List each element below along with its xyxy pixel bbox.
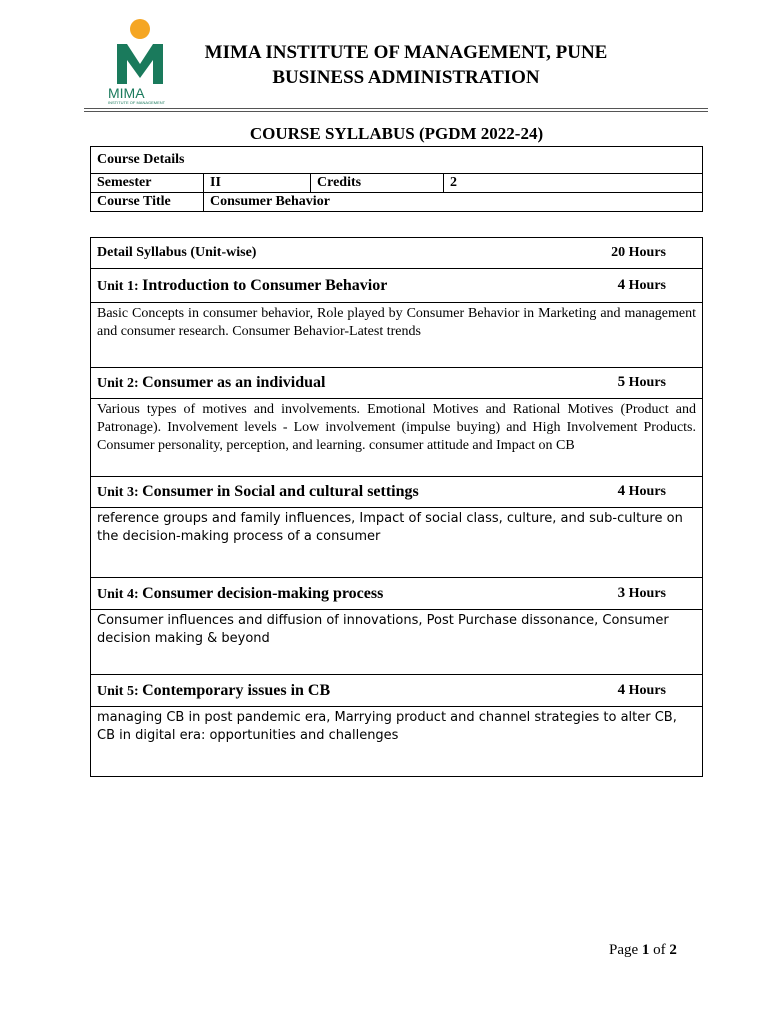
unit-hours — [618, 483, 666, 500]
page-number — [609, 942, 677, 959]
unit-description: Consumer influences and diffusion of innovations, Post Purchase dissonance, Consumer decision making & beyond — [91, 610, 703, 675]
semester-label: Semester — [91, 174, 204, 193]
unit-label: Unit 1: — [97, 278, 139, 294]
unit-hours-word: Hours — [628, 585, 666, 601]
unit-header-row — [91, 578, 703, 610]
mima-logo — [108, 18, 180, 106]
department-name: BUSINESS ADMINISTRATION — [272, 67, 540, 88]
credits-label: Credits — [311, 174, 444, 193]
syllabus-title: COURSE SYLLABUS (PGDM 2022-24) — [249, 124, 544, 143]
header-divider-bottom — [84, 111, 708, 112]
page-total: 2 — [669, 942, 677, 958]
syllabus-table — [90, 237, 703, 777]
semester-value: II — [204, 174, 311, 193]
unit-header-row — [91, 477, 703, 508]
unit-hours-num: 4 — [617, 276, 626, 293]
unit-label: Unit 2: — [97, 376, 139, 391]
unit-hours-word: Hours — [628, 484, 666, 499]
unit-title: Consumer as an individual — [142, 374, 326, 391]
course-details-table — [90, 146, 703, 212]
unit-header-row — [91, 368, 703, 399]
header-divider-top — [84, 108, 708, 109]
course-title-label: Course Title — [91, 193, 204, 212]
unit-hours-num: 4 — [617, 681, 626, 698]
unit-hours — [618, 374, 666, 391]
total-hours: 20 Hours — [611, 245, 666, 260]
unit-title: Introduction to Consumer Behavior — [142, 276, 388, 294]
unit-hours-num: 4 — [617, 483, 626, 499]
page-current: 1 — [641, 942, 650, 958]
credits-value: 2 — [444, 174, 703, 193]
logo-text: MIMA — [108, 85, 145, 101]
syllabus-heading-row — [91, 238, 703, 269]
unit-title: Contemporary issues in CB — [142, 681, 331, 699]
unit-hours-word: Hours — [628, 375, 666, 390]
logo-subtext: INSTITUTE OF MANAGEMENT — [108, 100, 166, 105]
page-of: of — [653, 942, 666, 958]
syllabus-heading: Detail Syllabus (Unit-wise) — [97, 245, 257, 260]
unit-hours — [618, 585, 666, 602]
institute-name: MIMA INSTITUTE OF MANAGEMENT, PUNE — [204, 42, 608, 63]
unit-title: Consumer in Social and cultural settings — [142, 483, 419, 500]
unit-hours-word: Hours — [628, 277, 666, 293]
unit-header-row — [91, 269, 703, 303]
unit-description: Basic Concepts in consumer behavior, Role played by Consumer Behavior in Marketing and management and consumer research. Consumer Behavior-Latest trends — [91, 303, 703, 368]
unit-hours — [618, 277, 666, 294]
unit-title: Consumer decision-making process — [142, 584, 384, 602]
unit-hours-num: 3 — [617, 584, 626, 601]
unit-description: reference groups and family influences, Impact of social class, culture, and sub-culture on the decision-making process of a consumer — [91, 508, 703, 578]
unit-hours-num: 5 — [617, 374, 626, 390]
unit-description: managing CB in post pandemic era, Marrying product and channel strategies to alter CB, CB in digital era: opportunities and challenges — [91, 707, 703, 777]
unit-description: Various types of motives and involvements. Emotional Motives and Rational Motives (Product and Patronage). Involvement levels - Low involvement (impulse buying) and High Involvement Products. Consumer personality, perception, and learning. consumer attitude and Impact on CB — [91, 399, 703, 477]
unit-hours-word: Hours — [628, 682, 666, 698]
course-details-heading: Course Details — [91, 147, 703, 174]
unit-hours — [618, 682, 666, 699]
unit-label: Unit 3: — [97, 485, 139, 500]
page-word: Page — [609, 942, 639, 958]
course-title-value: Consumer Behavior — [204, 193, 703, 212]
unit-label: Unit 5: — [97, 683, 139, 699]
unit-label: Unit 4: — [97, 586, 139, 602]
unit-header-row — [91, 675, 703, 707]
